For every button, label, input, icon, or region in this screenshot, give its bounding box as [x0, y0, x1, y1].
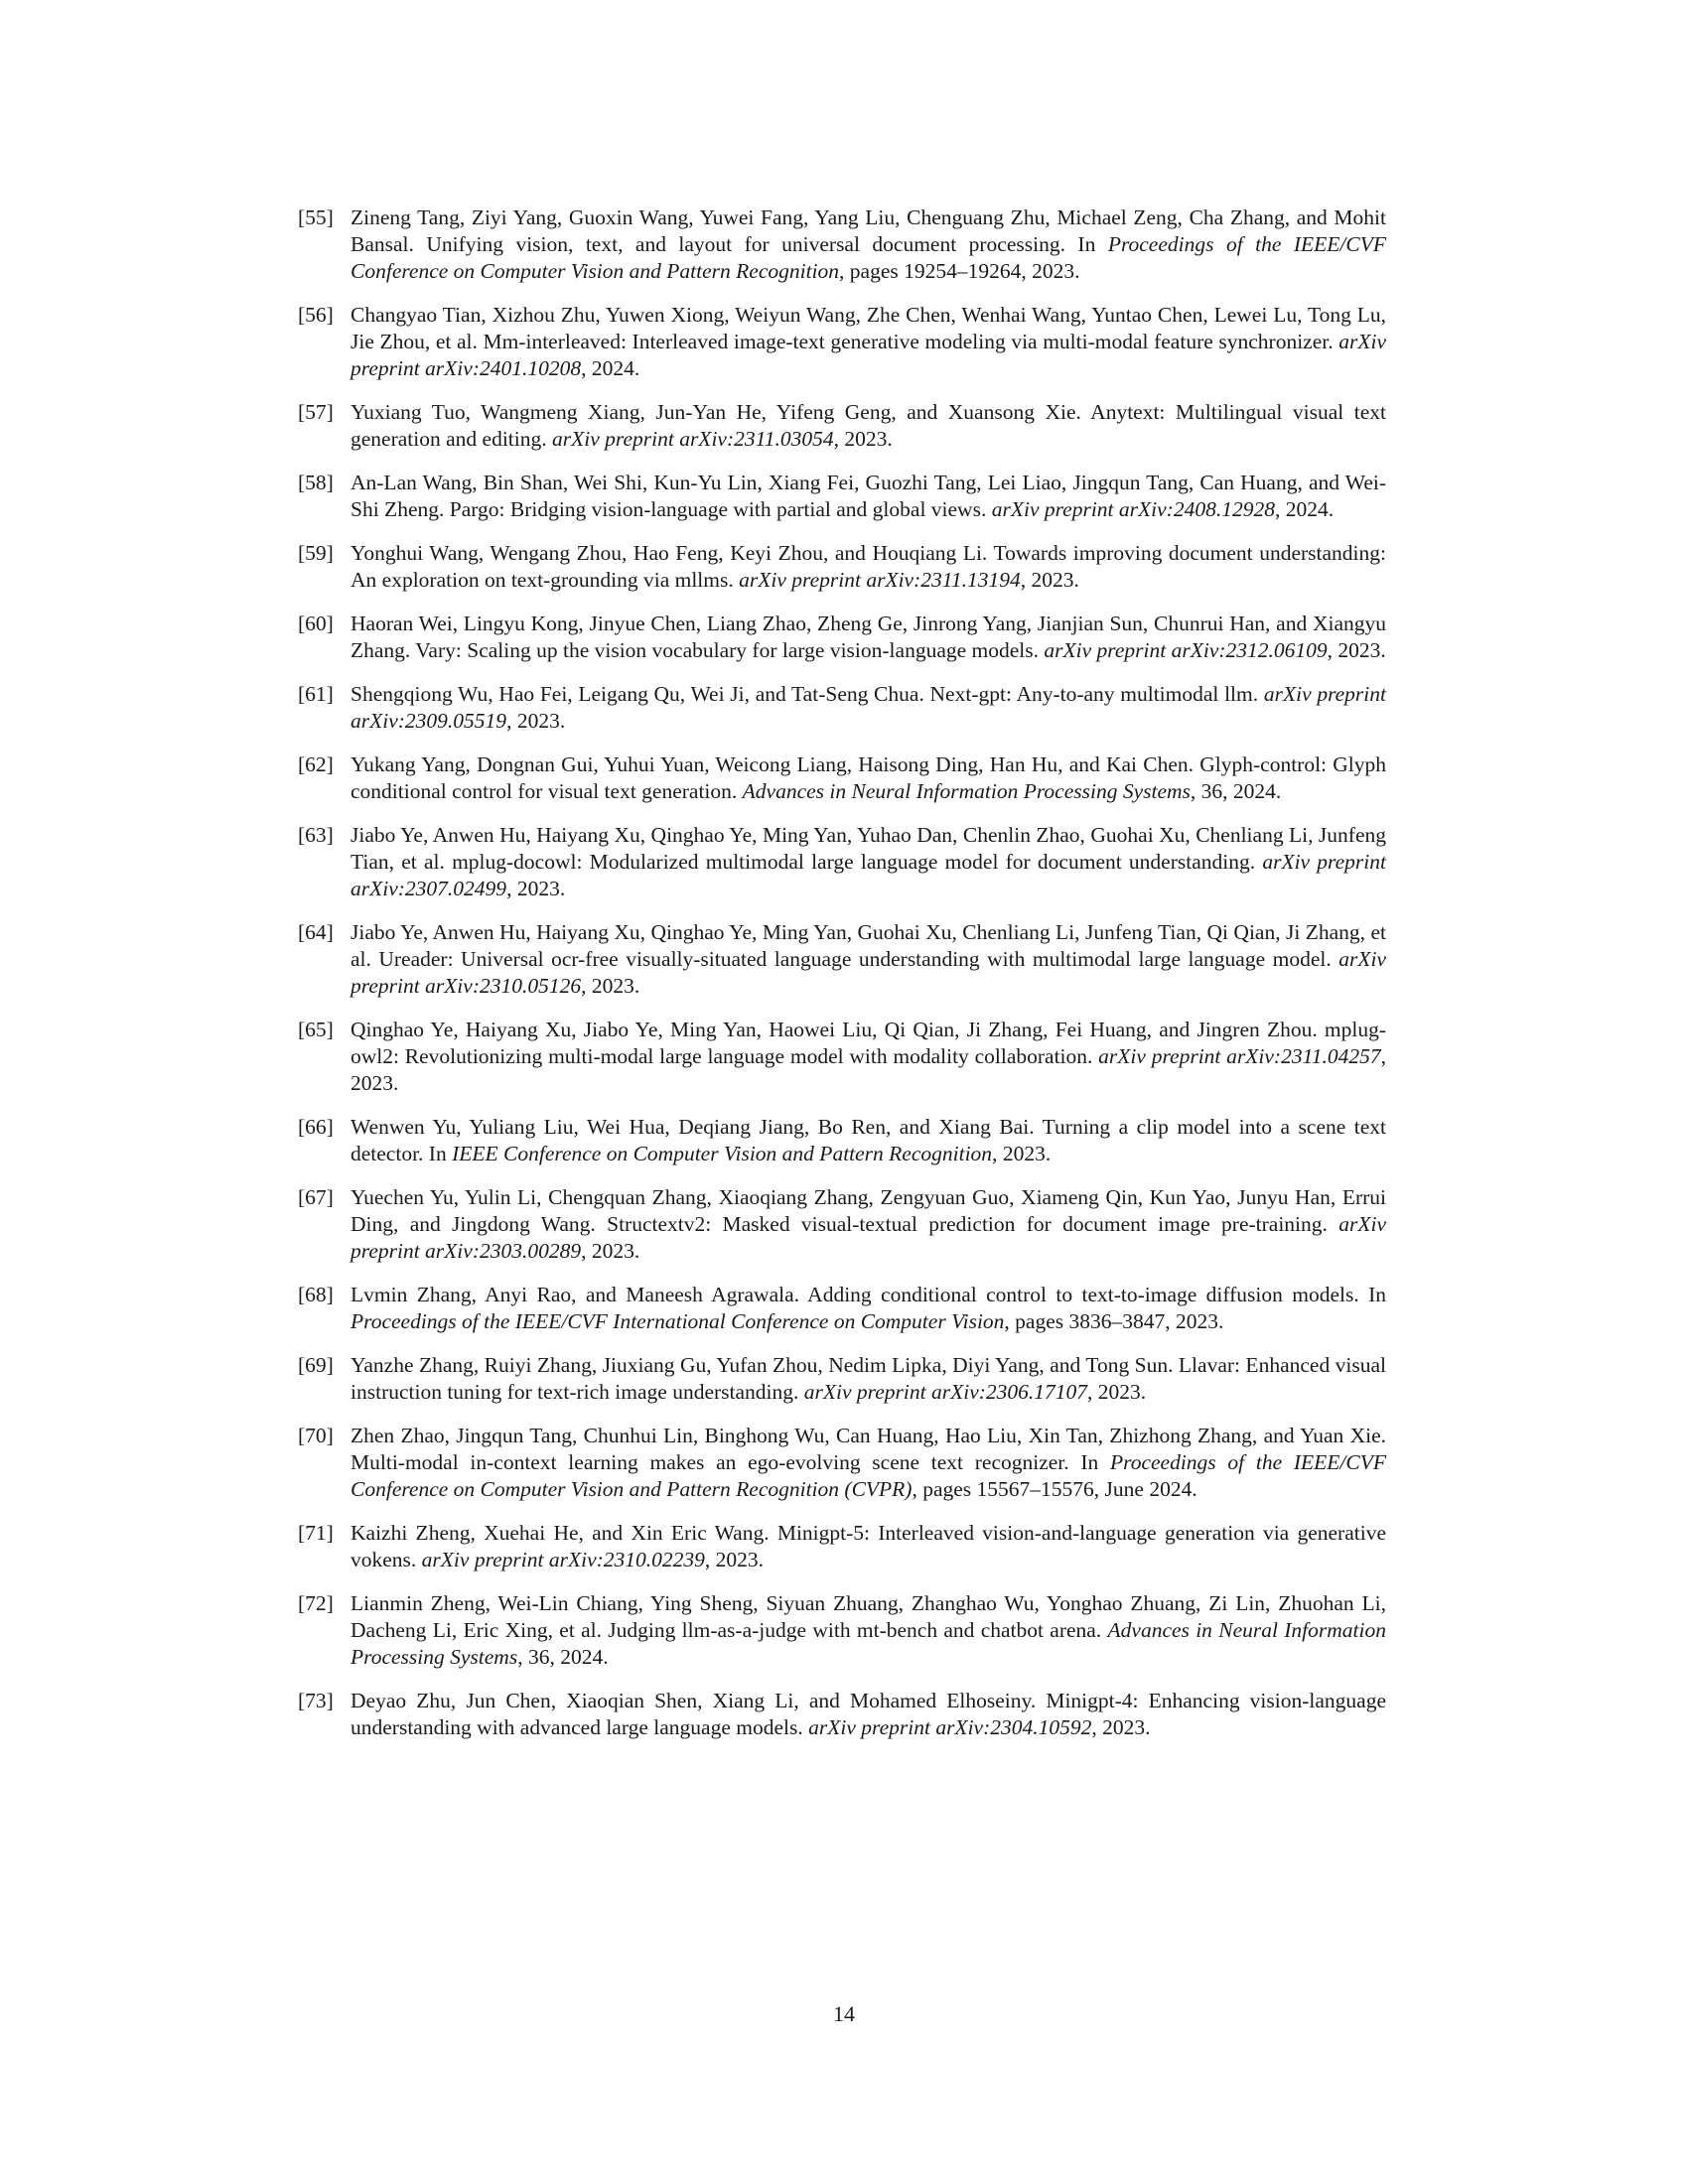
reference-item: [298, 1017, 1386, 1097]
reference-venue: arXiv preprint arXiv:2312.06109: [1044, 638, 1328, 662]
reference-number: [70]: [298, 1424, 334, 1447]
reference-text: [351, 612, 1386, 662]
reference-number: [57]: [298, 400, 334, 424]
reference-text: [351, 1283, 1386, 1333]
reference-text: [351, 471, 1386, 521]
reference-number: [67]: [298, 1185, 334, 1209]
reference-authors-title: Yukang Yang, Dongnan Gui, Yuhui Yuan, Weicong Liang, Haisong Ding, Han Hu, and Kai Chen. Glyph-control: Glyph conditional control for visual text generation.: [351, 752, 1386, 803]
reference-details: , 2024.: [1274, 497, 1335, 521]
reference-authors-title: Zhen Zhao, Jingqun Tang, Chunhui Lin, Binghong Wu, Can Huang, Hao Liu, Xin Tan, Zhizhong Zhang, and Yuan Xie. Multi-modal in-context learning makes an ego-evolving scene text recognizer. In: [351, 1424, 1386, 1474]
reference-details: , 2023.: [581, 1239, 640, 1263]
reference-number: [56]: [298, 303, 334, 327]
reference-item: [298, 919, 1386, 1000]
reference-venue: arXiv preprint arXiv:2307.02499: [351, 850, 1386, 900]
reference-authors-title: Deyao Zhu, Jun Chen, Xiaoqian Shen, Xiang Li, and Mohamed Elhoseiny. Minigpt-4: Enhancing vision-language understanding with advanced large language models.: [351, 1689, 1386, 1739]
reference-authors-title: Zineng Tang, Ziyi Yang, Guoxin Wang, Yuwei Fang, Yang Liu, Chenguang Zhu, Michael Zeng, Cha Zhang, and Mohit Bansal. Unifying vision, text, and layout for universal document processing. In: [351, 205, 1386, 256]
reference-text: [351, 1424, 1386, 1501]
page-number: 14: [833, 2001, 855, 2026]
reference-number: [58]: [298, 471, 334, 494]
reference-item: [298, 822, 1386, 902]
reference-venue: Proceedings of the IEEE/CVF International Conference on Computer Vision: [351, 1309, 1005, 1333]
reference-details: , 2023.: [1087, 1380, 1147, 1404]
reference-item: [298, 1590, 1386, 1671]
reference-authors-title: Yuxiang Tuo, Wangmeng Xiang, Jun-Yan He, Yifeng Geng, and Xuansong Xie. Anytext: Multilingual visual text generation and editing.: [351, 400, 1386, 451]
reference-authors-title: Qinghao Ye, Haiyang Xu, Jiabo Ye, Ming Yan, Haowei Liu, Qi Qian, Ji Zhang, Fei Huang, and Jingren Zhou. mplug-owl2: Revolutionizing multi-modal large language model with modality collaboration.: [351, 1018, 1386, 1068]
reference-list: [298, 205, 1386, 1758]
reference-text: [351, 682, 1386, 733]
reference-authors-title: Yonghui Wang, Wengang Zhou, Hao Feng, Keyi Zhou, and Houqiang Li. Towards improving document understanding: An exploration on text-grounding via mllms.: [351, 541, 1386, 592]
reference-number: [65]: [298, 1018, 334, 1041]
reference-number: [66]: [298, 1115, 334, 1139]
reference-number: [71]: [298, 1521, 334, 1545]
reference-text: [351, 1591, 1386, 1669]
reference-number: [59]: [298, 541, 334, 565]
reference-number: [73]: [298, 1689, 334, 1712]
reference-venue: Proceedings of the IEEE/CVF Conference on Computer Vision and Pattern Recognition (CVPR): [351, 1450, 1386, 1501]
reference-venue: arXiv preprint arXiv:2311.04257: [1098, 1044, 1381, 1068]
reference-details: , 2023.: [581, 974, 640, 998]
reference-number: [72]: [298, 1591, 334, 1615]
reference-authors-title: Haoran Wei, Lingyu Kong, Jinyue Chen, Liang Zhao, Zheng Ge, Jinrong Yang, Jianjian Sun, Chunrui Han, and Xiangyu Zhang. Vary: Scaling up the vision vocabulary for large vision-language models.: [351, 612, 1386, 662]
reference-venue: arXiv preprint arXiv:2310.05126: [351, 947, 1386, 998]
reference-item: [298, 1520, 1386, 1573]
reference-item: [298, 1282, 1386, 1335]
reference-authors-title: Changyao Tian, Xizhou Zhu, Yuwen Xiong, Weiyun Wang, Zhe Chen, Wenhai Wang, Yuntao Chen, Lewei Lu, Tong Lu, Jie Zhou, et al. Mm-interleaved: Interleaved image-text generative modeling via multi-modal feature synchronizer.: [351, 303, 1386, 353]
reference-venue: arXiv preprint arXiv:2304.10592: [808, 1715, 1092, 1739]
reference-details: , 2023.: [1020, 568, 1079, 592]
reference-authors-title: Lianmin Zheng, Wei-Lin Chiang, Ying Sheng, Siyuan Zhuang, Zhanghao Wu, Yonghao Zhuang, Zi Lin, Zhuohan Li, Dacheng Li, Eric Xing, et al. Judging llm-as-a-judge with mt-bench and chatbot arena.: [351, 1591, 1386, 1642]
reference-text: [351, 823, 1386, 900]
reference-text: [351, 1115, 1386, 1165]
reference-authors-title: Kaizhi Zheng, Xuehai He, and Xin Eric Wang. Minigpt-5: Interleaved vision-and-language generation via generative vokens.: [351, 1521, 1386, 1571]
reference-number: [63]: [298, 823, 334, 847]
reference-details: , 2023.: [1091, 1715, 1151, 1739]
reference-venue: arXiv preprint arXiv:2408.12928: [991, 497, 1275, 521]
reference-item: [298, 681, 1386, 735]
reference-venue: arXiv preprint arXiv:2310.02239: [421, 1548, 705, 1571]
reference-item: [298, 751, 1386, 805]
reference-text: [351, 1521, 1386, 1571]
reference-text: [351, 752, 1386, 803]
reference-details: , 2023.: [351, 1044, 1386, 1095]
reference-text: [351, 400, 1386, 451]
reference-authors-title: An-Lan Wang, Bin Shan, Wei Shi, Kun-Yu Lin, Xiang Fei, Guozhi Tang, Lei Liao, Jingqun Tang, Can Huang, and Wei-Shi Zheng. Pargo: Bridging vision-language with partial and global views.: [351, 471, 1386, 521]
reference-item: [298, 205, 1386, 285]
reference-item: [298, 470, 1386, 523]
reference-item: [298, 1423, 1386, 1503]
reference-number: [69]: [298, 1353, 334, 1377]
reference-text: [351, 205, 1386, 283]
reference-venue: arXiv preprint arXiv:2311.13194: [739, 568, 1021, 592]
reference-item: [298, 540, 1386, 594]
reference-venue: arXiv preprint arXiv:2401.10208: [351, 330, 1386, 380]
reference-text: [351, 1353, 1386, 1404]
reference-authors-title: Yuechen Yu, Yulin Li, Chengquan Zhang, Xiaoqiang Zhang, Zengyuan Guo, Xiameng Qin, Kun Yao, Junyu Han, Errui Ding, and Jingdong Wang. Structextv2: Masked visual-textual prediction for document image pre-training.: [351, 1185, 1386, 1236]
reference-text: [351, 541, 1386, 592]
reference-authors-title: Jiabo Ye, Anwen Hu, Haiyang Xu, Qinghao Ye, Ming Yan, Yuhao Dan, Chenlin Zhao, Guohai Xu, Chenliang Li, Junfeng Tian, et al. mplug-docowl: Modularized multimodal large language model for document understanding.: [351, 823, 1386, 874]
reference-venue: arXiv preprint arXiv:2309.05519: [351, 682, 1386, 733]
reference-authors-title: Lvmin Zhang, Anyi Rao, and Maneesh Agrawala. Adding conditional control to text-to-image diffusion models. In: [351, 1283, 1386, 1306]
reference-details: , 2024.: [581, 356, 640, 380]
reference-details: , pages 3836–3847, 2023.: [1004, 1309, 1224, 1333]
reference-number: [60]: [298, 612, 334, 635]
reference-venue: Proceedings of the IEEE/CVF Conference on Computer Vision and Pattern Recognition: [351, 232, 1386, 283]
reference-details: , 2023.: [992, 1142, 1052, 1165]
reference-number: [64]: [298, 920, 334, 944]
reference-authors-title: Wenwen Yu, Yuliang Liu, Wei Hua, Deqiang Jiang, Bo Ren, and Xiang Bai. Turning a clip model into a scene text detector. In: [351, 1115, 1386, 1165]
reference-number: [62]: [298, 752, 334, 776]
reference-item: [298, 611, 1386, 664]
reference-venue: Advances in Neural Information Processing Systems: [351, 1618, 1386, 1669]
reference-details: , pages 19254–19264, 2023.: [839, 259, 1080, 283]
reference-item: [298, 1352, 1386, 1406]
reference-item: [298, 1688, 1386, 1741]
reference-details: , 2023.: [704, 1548, 765, 1571]
reference-details: , 36, 2024.: [1190, 779, 1282, 803]
reference-item: [298, 302, 1386, 382]
reference-text: [351, 1689, 1386, 1739]
reference-text: [351, 1018, 1386, 1095]
reference-number: [68]: [298, 1283, 334, 1306]
reference-venue: arXiv preprint arXiv:2311.03054: [552, 427, 834, 451]
reference-item: [298, 1114, 1386, 1167]
reference-venue: Advances in Neural Information Processing Systems: [742, 779, 1191, 803]
reference-venue: arXiv preprint arXiv:2303.00289: [351, 1212, 1386, 1263]
reference-venue: arXiv preprint arXiv:2306.17107: [803, 1380, 1088, 1404]
reference-text: [351, 920, 1386, 998]
reference-text: [351, 303, 1386, 380]
reference-authors-title: Shengqiong Wu, Hao Fei, Leigang Qu, Wei Ji, and Tat-Seng Chua. Next-gpt: Any-to-any multimodal llm.: [351, 682, 1264, 706]
reference-item: [298, 1184, 1386, 1265]
reference-item: [298, 399, 1386, 453]
reference-details: , 2023.: [833, 427, 893, 451]
reference-authors-title: Yanzhe Zhang, Ruiyi Zhang, Jiuxiang Gu, Yufan Zhou, Nedim Lipka, Diyi Yang, and Tong Sun. Llavar: Enhanced visual instruction tuning for text-rich image understanding.: [351, 1353, 1386, 1404]
reference-authors-title: Jiabo Ye, Anwen Hu, Haiyang Xu, Qinghao Ye, Ming Yan, Guohai Xu, Chenliang Li, Junfeng Tian, Qi Qian, Ji Zhang, et al. Ureader: Universal ocr-free visually-situated language understanding with multimodal large language model.: [351, 920, 1386, 971]
reference-details: , 2023.: [506, 877, 566, 900]
reference-details: , 2023.: [1327, 638, 1386, 662]
reference-venue: IEEE Conference on Computer Vision and Pattern Recognition: [452, 1142, 993, 1165]
reference-details: , 36, 2024.: [517, 1645, 609, 1669]
reference-details: , 2023.: [506, 709, 566, 733]
reference-text: [351, 1185, 1386, 1263]
reference-number: [55]: [298, 205, 334, 229]
reference-number: [61]: [298, 682, 334, 706]
reference-details: , pages 15567–15576, June 2024.: [912, 1477, 1197, 1501]
